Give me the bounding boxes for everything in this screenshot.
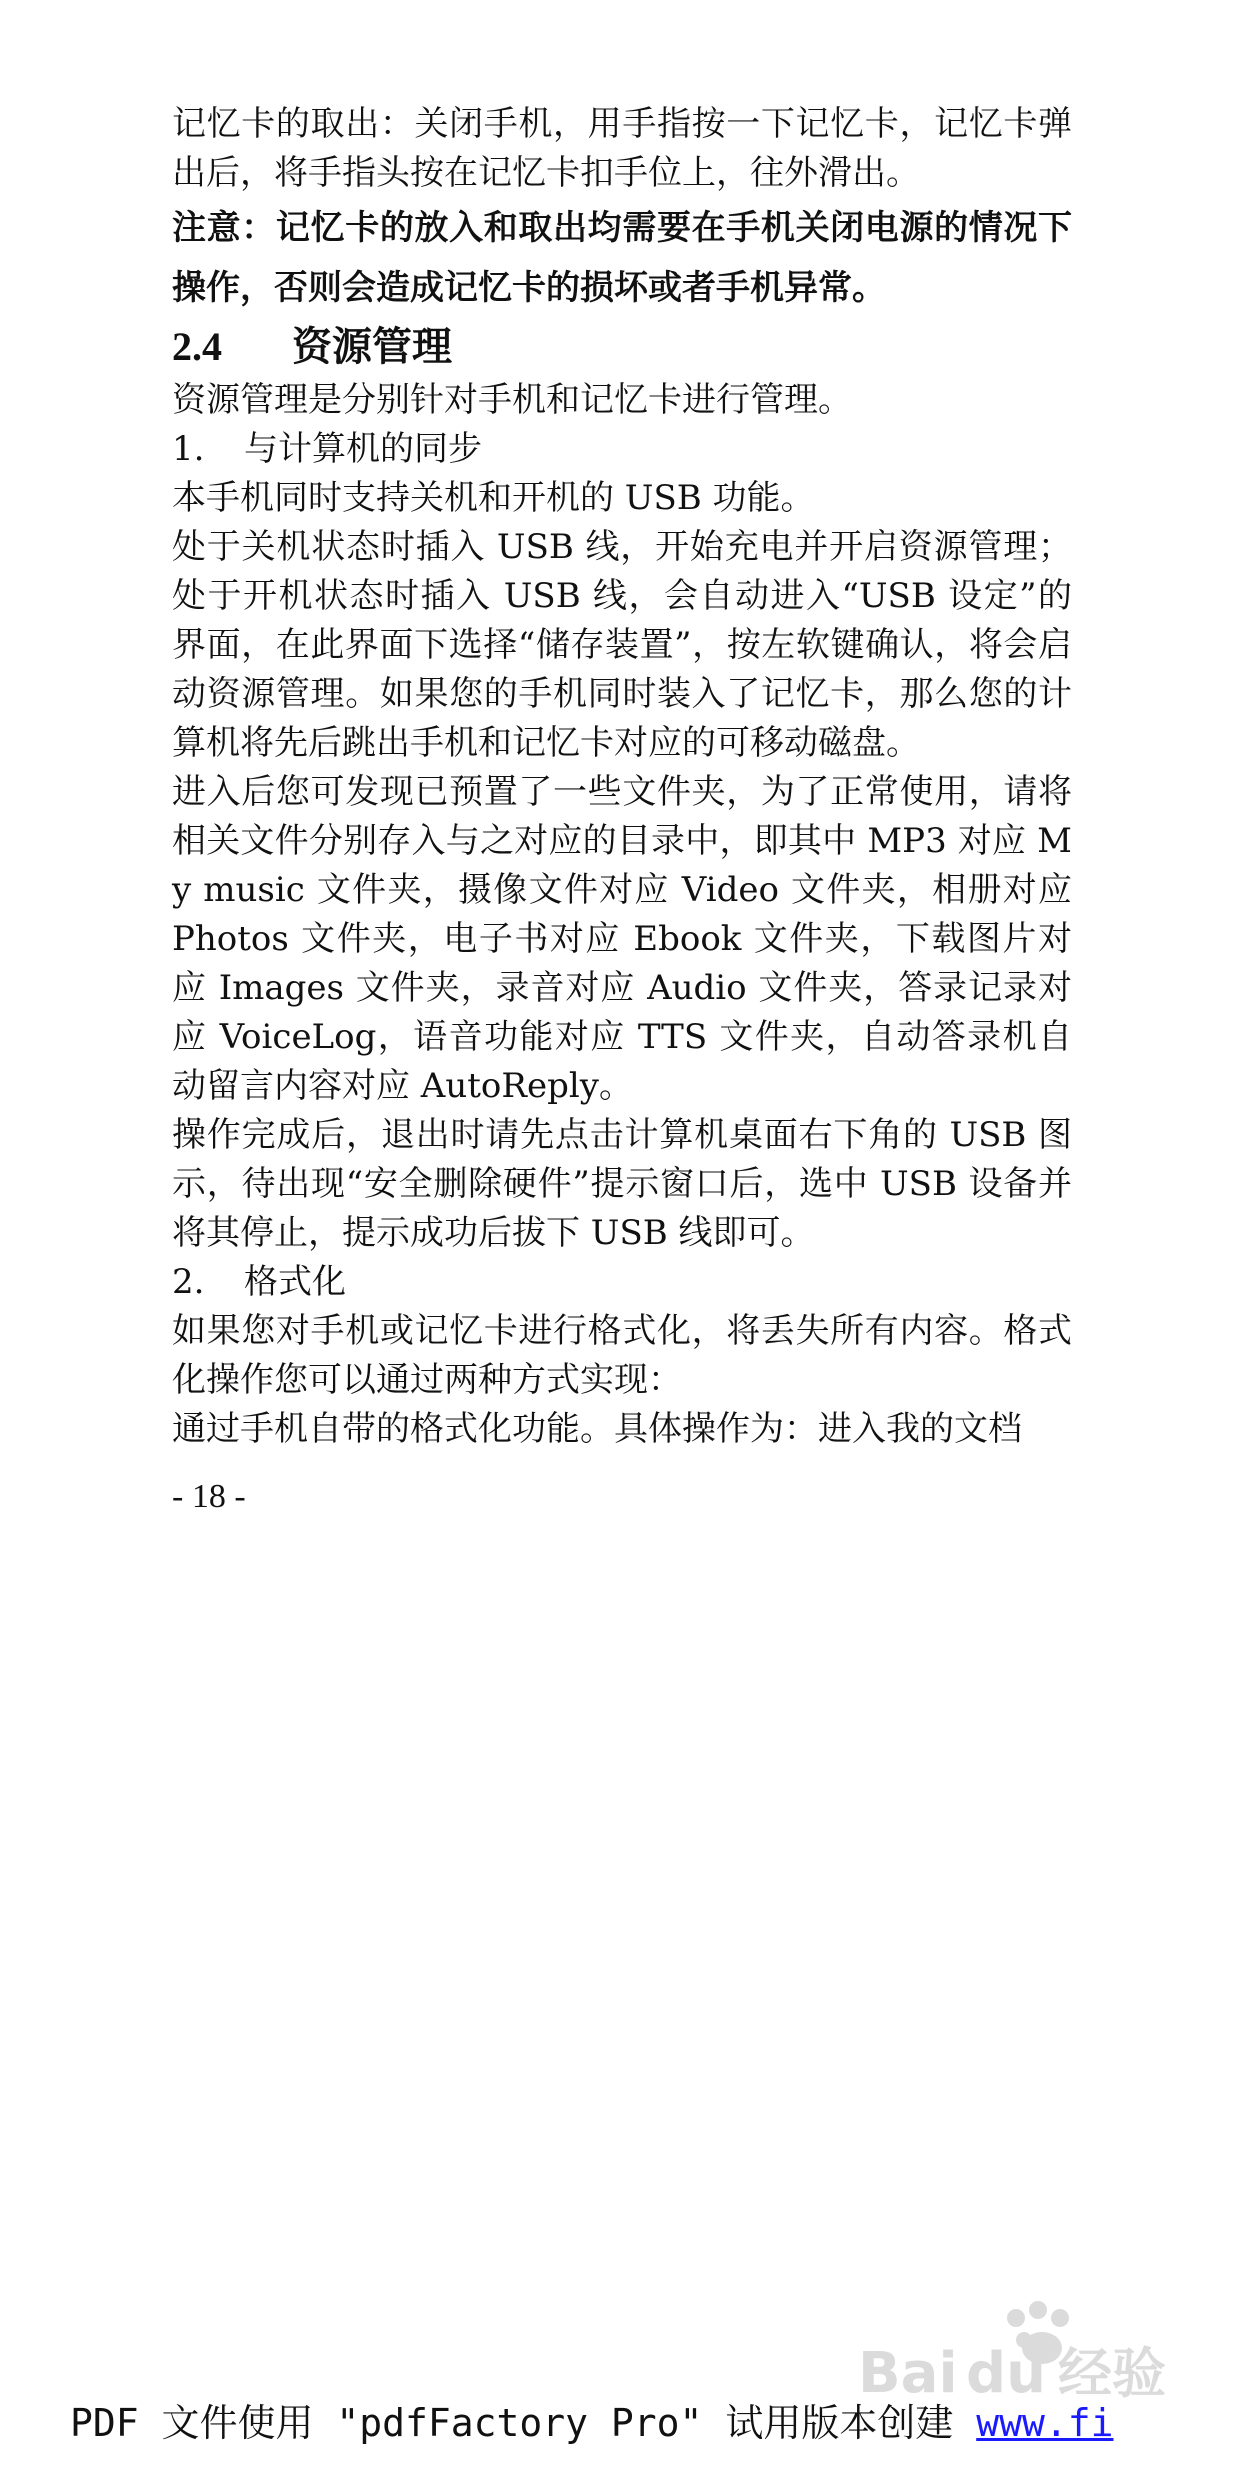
paragraph-resource-intro: 资源管理是分别针对手机和记忆卡进行管理。 — [172, 380, 852, 420]
list-item-format — [172, 1258, 1072, 1307]
note-warning: 注意：记忆卡的放入和取出均需要在手机关闭电源的情况下操作，否则会造成记忆卡的损坏或者手机异常。 — [172, 208, 1072, 308]
paragraph-format-method: 通过手机自带的格式化功能。具体操作为：进入我的文档 — [172, 1409, 1022, 1449]
section-title: 资源管理 — [292, 324, 452, 369]
list-item-sync — [172, 425, 1072, 474]
svg-text:Bai: Bai — [858, 2341, 958, 2406]
paragraph-usb-support: 本手机同时支持关机和开机的 USB 功能。 — [172, 478, 815, 518]
paragraph-folders: 进入后您可发现已预置了一些文件夹，为了正常使用，请将相关文件分别存入与之对应的目录中，即其中 MP3 对应 My music 文件夹，摄像文件对应 Video 文件夹，相册对应 Photos 文件夹，电子书对应 Ebook 文件夹，下载图片对应 Images 文件夹，录音对应 Audio 文件夹，答录记录对应 VoiceLog，语音功能对应 TTS 文件夹，自动答录机自动留言内容对应 AutoReply。 — [172, 772, 1072, 1106]
paragraph-usb-connect: 处于关机状态时插入 USB 线，开始充电并开启资源管理；处于开机状态时插入 USB 线，会自动进入“USB 设定”的界面，在此界面下选择“储存装置”，按左软键确认，将会启动资源管理。如果您的手机同时装入了记忆卡，那么您的计算机将先后跳出手机和记忆卡对应的可移动磁盘。 — [172, 527, 1072, 763]
footer-link[interactable]: www.fi — [976, 2401, 1114, 2445]
list-item-title: 格式化 — [244, 1262, 346, 1302]
baidu-jingyan-watermark-logo — [848, 2296, 1208, 2406]
list-item-title: 与计算机的同步 — [244, 429, 482, 469]
section-heading — [172, 318, 1072, 376]
pdf-footer — [70, 2392, 1244, 2447]
svg-text:经验: 经验 — [1058, 2342, 1166, 2405]
document-body — [172, 100, 1072, 1454]
paragraph-safe-removal: 操作完成后，退出时请先点击计算机桌面右下角的 USB 图示，待出现“安全删除硬件”提示窗口后，选中 USB 设备并将其停止，提示成功后拔下 USB 线即可。 — [172, 1115, 1072, 1253]
list-item-number: 2. — [172, 1262, 205, 1302]
footer-text: PDF 文件使用 "pdfFactory Pro" 试用版本创建 — [70, 2401, 977, 2445]
list-item-number: 1. — [172, 429, 205, 469]
svg-text:du: du — [966, 2341, 1046, 2406]
paragraph-format-warning: 如果您对手机或记忆卡进行格式化，将丢失所有内容。格式化操作您可以通过两种方式实现： — [172, 1311, 1072, 1400]
section-number: 2.4 — [172, 324, 222, 369]
paragraph-memory-card-removal: 记忆卡的取出：关闭手机，用手指按一下记忆卡，记忆卡弹出后，将手指头按在记忆卡扣手位上，往外滑出。 — [172, 104, 1072, 193]
page-number: - 18 - — [172, 1478, 246, 1515]
